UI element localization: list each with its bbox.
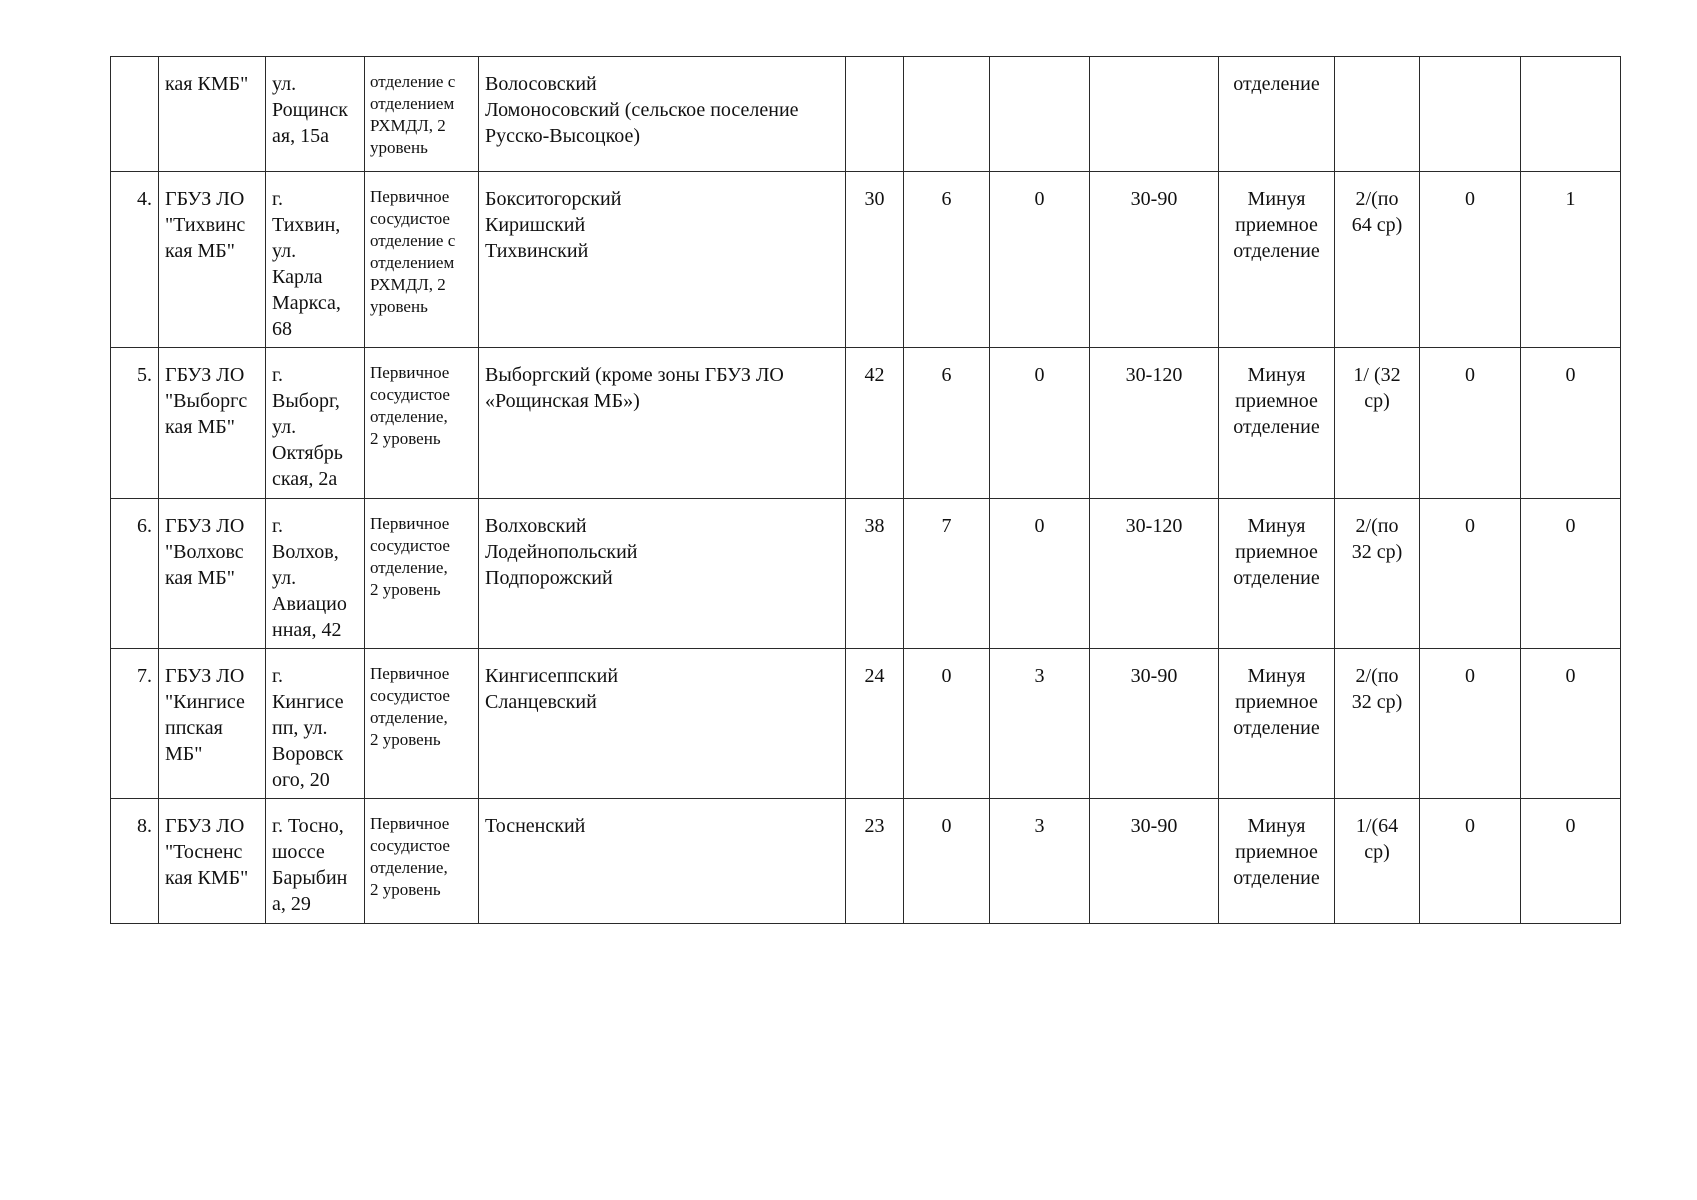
value-cell-8: 0 (990, 348, 1090, 499)
equipment-cell: 2/(по 32 ср) (1335, 649, 1420, 799)
hospital-name-cell: кая КМБ" (159, 57, 266, 172)
value-cell-7: 6 (904, 348, 990, 499)
equipment-cell: 1/(64 ср) (1335, 799, 1420, 924)
value-cell-13: 0 (1521, 649, 1621, 799)
value-cell-12 (1420, 57, 1521, 172)
table-row (111, 57, 1621, 172)
districts-cell: Выборгский (кроме зоны ГБУЗ ЛО «Рощинская МБ») (479, 348, 846, 499)
districts-cell: Кингисеппский Сланцевский (479, 649, 846, 799)
value-cell-6: 38 (846, 499, 904, 649)
hospital-name-cell: ГБУЗ ЛО "Кингисе ппская МБ" (159, 649, 266, 799)
table-row (111, 499, 1621, 649)
value-cell-8: 3 (990, 799, 1090, 924)
time-range-cell: 30-90 (1090, 172, 1219, 348)
route-cell: Минуя приемное отделение (1219, 649, 1335, 799)
table-row (111, 649, 1621, 799)
value-cell-13: 0 (1521, 499, 1621, 649)
address-cell: ул. Рощинск ая, 15а (266, 57, 365, 172)
equipment-cell: 2/(по 32 ср) (1335, 499, 1420, 649)
value-cell-6: 30 (846, 172, 904, 348)
time-range-cell (1090, 57, 1219, 172)
department-level-cell: Первичное сосудистое отделение с отделением РХМДЛ, 2 уровень (365, 172, 479, 348)
time-range-cell: 30-90 (1090, 649, 1219, 799)
department-level-cell: Первичное сосудистое отделение, 2 уровень (365, 348, 479, 499)
value-cell-13: 0 (1521, 799, 1621, 924)
route-cell: Минуя приемное отделение (1219, 799, 1335, 924)
address-cell: г. Выборг, ул. Октябрь ская, 2а (266, 348, 365, 499)
districts-cell: Тосненский (479, 799, 846, 924)
value-cell-13: 0 (1521, 348, 1621, 499)
value-cell-12: 0 (1420, 172, 1521, 348)
department-level-cell: Первичное сосудистое отделение, 2 уровень (365, 799, 479, 924)
hospital-name-cell: ГБУЗ ЛО "Волховс кая МБ" (159, 499, 266, 649)
time-range-cell: 30-120 (1090, 499, 1219, 649)
districts-cell: Волховский Лодейнопольский Подпорожский (479, 499, 846, 649)
hospital-name-cell: ГБУЗ ЛО "Тосненс кая КМБ" (159, 799, 266, 924)
equipment-cell: 1/ (32 ср) (1335, 348, 1420, 499)
department-level-cell: Первичное сосудистое отделение, 2 уровень (365, 649, 479, 799)
value-cell-8: 0 (990, 499, 1090, 649)
row-index-cell: 8. (111, 799, 159, 924)
equipment-cell: 2/(по 64 ср) (1335, 172, 1420, 348)
address-cell: г. Тихвин, ул. Карла Маркса, 68 (266, 172, 365, 348)
equipment-cell (1335, 57, 1420, 172)
value-cell-6 (846, 57, 904, 172)
value-cell-12: 0 (1420, 348, 1521, 499)
department-level-cell: Первичное сосудистое отделение, 2 уровень (365, 499, 479, 649)
table-row (111, 172, 1621, 348)
hospital-table (110, 56, 1621, 924)
value-cell-12: 0 (1420, 499, 1521, 649)
value-cell-6: 23 (846, 799, 904, 924)
value-cell-12: 0 (1420, 799, 1521, 924)
table-row (111, 799, 1621, 924)
value-cell-7: 7 (904, 499, 990, 649)
value-cell-13 (1521, 57, 1621, 172)
row-index-cell: 6. (111, 499, 159, 649)
value-cell-8: 3 (990, 649, 1090, 799)
value-cell-12: 0 (1420, 649, 1521, 799)
districts-cell: Волосовский Ломоносовский (сельское поселение Русско-Высоцкое) (479, 57, 846, 172)
department-level-cell: отделение с отделением РХМДЛ, 2 уровень (365, 57, 479, 172)
districts-cell: Бокситогорский Киришский Тихвинский (479, 172, 846, 348)
row-index-cell: 4. (111, 172, 159, 348)
hospital-name-cell: ГБУЗ ЛО "Тихвинс кая МБ" (159, 172, 266, 348)
table-row (111, 348, 1621, 499)
route-cell: Минуя приемное отделение (1219, 348, 1335, 499)
route-cell: Минуя приемное отделение (1219, 499, 1335, 649)
value-cell-6: 24 (846, 649, 904, 799)
value-cell-13: 1 (1521, 172, 1621, 348)
value-cell-7: 0 (904, 649, 990, 799)
hospital-name-cell: ГБУЗ ЛО "Выборгс кая МБ" (159, 348, 266, 499)
value-cell-6: 42 (846, 348, 904, 499)
value-cell-7 (904, 57, 990, 172)
time-range-cell: 30-120 (1090, 348, 1219, 499)
row-index-cell (111, 57, 159, 172)
value-cell-8: 0 (990, 172, 1090, 348)
route-cell: отделение (1219, 57, 1335, 172)
value-cell-7: 6 (904, 172, 990, 348)
value-cell-8 (990, 57, 1090, 172)
row-index-cell: 7. (111, 649, 159, 799)
time-range-cell: 30-90 (1090, 799, 1219, 924)
value-cell-7: 0 (904, 799, 990, 924)
address-cell: г. Тосно, шоссе Барыбин а, 29 (266, 799, 365, 924)
route-cell: Минуя приемное отделение (1219, 172, 1335, 348)
row-index-cell: 5. (111, 348, 159, 499)
address-cell: г. Волхов, ул. Авиацио нная, 42 (266, 499, 365, 649)
address-cell: г. Кингисе пп, ул. Воровск ого, 20 (266, 649, 365, 799)
